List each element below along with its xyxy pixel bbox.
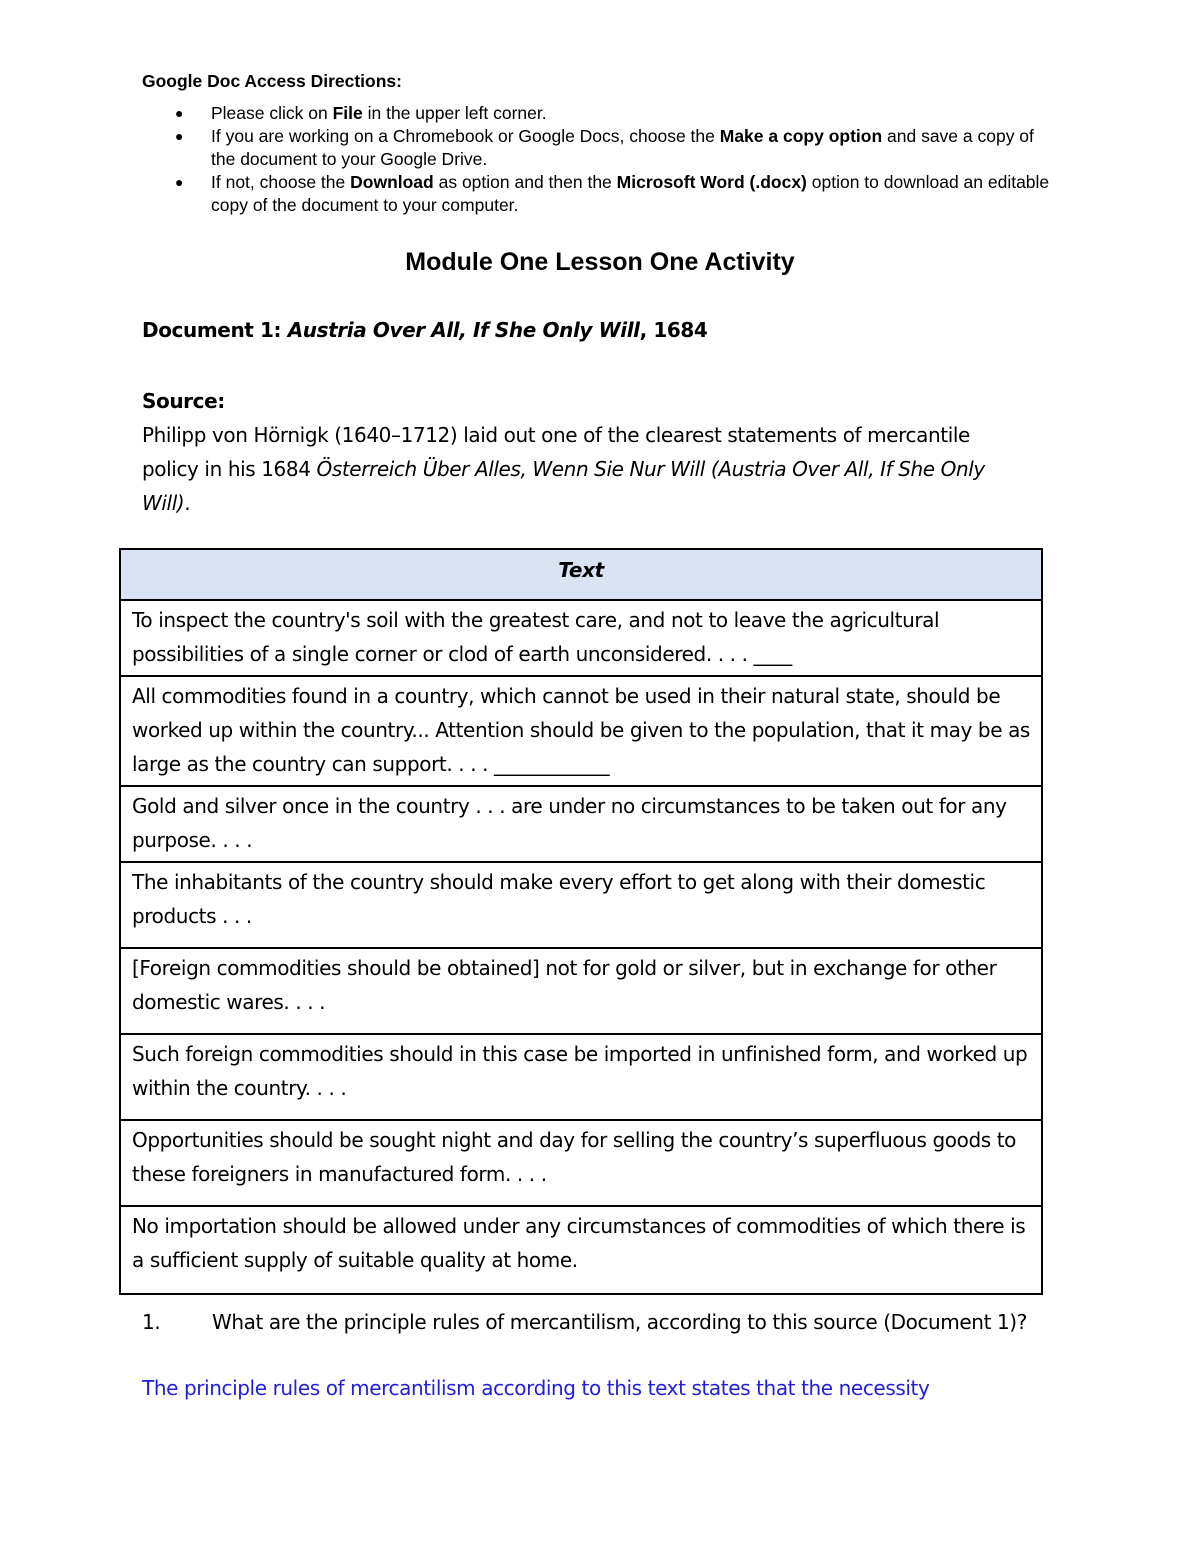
directions-item-text: If not, choose the bbox=[211, 172, 351, 192]
table-body bbox=[121, 601, 1041, 1293]
table-row: No importation should be allowed under any circumstances of commodities of which there is a sufficient supply of suitable quality at home. bbox=[132, 1214, 1026, 1272]
table-row: Gold and silver once in the country . . . are under no circumstances to be taken out for any purpose. . . . bbox=[121, 787, 1041, 863]
question-number: 1. bbox=[142, 1310, 161, 1334]
directions-item bbox=[142, 125, 1062, 171]
directions-item-text: File bbox=[332, 103, 363, 123]
directions-item bbox=[142, 102, 1062, 125]
access-directions bbox=[142, 70, 1062, 217]
bullet-icon: ● bbox=[175, 174, 184, 190]
directions-item-text: in the upper left corner. bbox=[362, 103, 547, 123]
source-text-italic: Österreich Über Alles, Wenn Sie Nur Will (Austria Over All, If She Only Will) bbox=[142, 457, 985, 515]
table-row: [Foreign commodities should be obtained] not for gold or silver, but in exchange for other domestic wares. . . . bbox=[121, 949, 1041, 1035]
directions-item-text: as option and then the bbox=[433, 172, 617, 192]
source-text bbox=[142, 418, 1032, 520]
directions-item-text: Microsoft Word (.docx) bbox=[616, 172, 807, 192]
document-heading bbox=[142, 318, 707, 342]
document-year: , 1684 bbox=[639, 318, 708, 342]
table-row: All commodities found in a country, which cannot be used in their natural state, should be worked up within the country... Attention should be given to the population, that it may be as large as the country can support. . . . ____________ bbox=[121, 677, 1041, 787]
directions-item-text: option to download an editable copy of the document to your computer. bbox=[211, 172, 1050, 215]
directions-item-text: Make a copy option bbox=[719, 126, 883, 146]
document-work-title: Austria Over All, If She Only Will bbox=[287, 318, 640, 342]
source-block bbox=[142, 384, 1032, 520]
directions-item bbox=[142, 171, 1062, 217]
directions-item-text: If you are working on a Chromebook or Google Docs, choose the bbox=[211, 126, 720, 146]
answer-text[interactable]: The principle rules of mercantilism according to this text states that the necessity bbox=[142, 1376, 930, 1400]
table-row: To inspect the country's soil with the greatest care, and not to leave the agricultural possibilities of a single corner or clod of earth unconsidered. . . . ____ bbox=[121, 601, 1041, 677]
directions-item-text: Please click on bbox=[211, 103, 333, 123]
document-label: Document 1: bbox=[142, 318, 288, 342]
bullet-icon: ● bbox=[175, 105, 184, 121]
question-text: What are the principle rules of mercantilism, according to this source (Document 1)? bbox=[212, 1310, 1027, 1334]
table-row: Such foreign commodities should in this case be imported in unfinished form, and worked up within the country. . . . bbox=[121, 1035, 1041, 1121]
source-text-before: Philipp von Hörnigk (1640–1712) laid out one of the clearest statements of mercantile policy in his 1684 bbox=[142, 423, 970, 481]
directions-list bbox=[142, 102, 1062, 217]
text-table bbox=[119, 548, 1043, 1295]
page-title: Module One Lesson One Activity bbox=[405, 248, 795, 276]
table-header: Text bbox=[121, 550, 1041, 601]
table-row: The inhabitants of the country should make every effort to get along with their domestic products . . . bbox=[121, 863, 1041, 949]
bullet-icon: ● bbox=[175, 128, 184, 144]
question-1 bbox=[142, 1305, 1042, 1340]
directions-heading: Google Doc Access Directions: bbox=[142, 71, 402, 91]
directions-item-text: Download bbox=[350, 172, 434, 192]
table-row: Opportunities should be sought night and day for selling the country’s superfluous goods to these foreigners in manufactured form. . . . bbox=[121, 1121, 1041, 1207]
directions-item-text: and save a copy of the document to your Google Drive. bbox=[211, 126, 1034, 169]
source-label: Source: bbox=[142, 389, 225, 413]
source-text-after: . bbox=[184, 491, 191, 515]
